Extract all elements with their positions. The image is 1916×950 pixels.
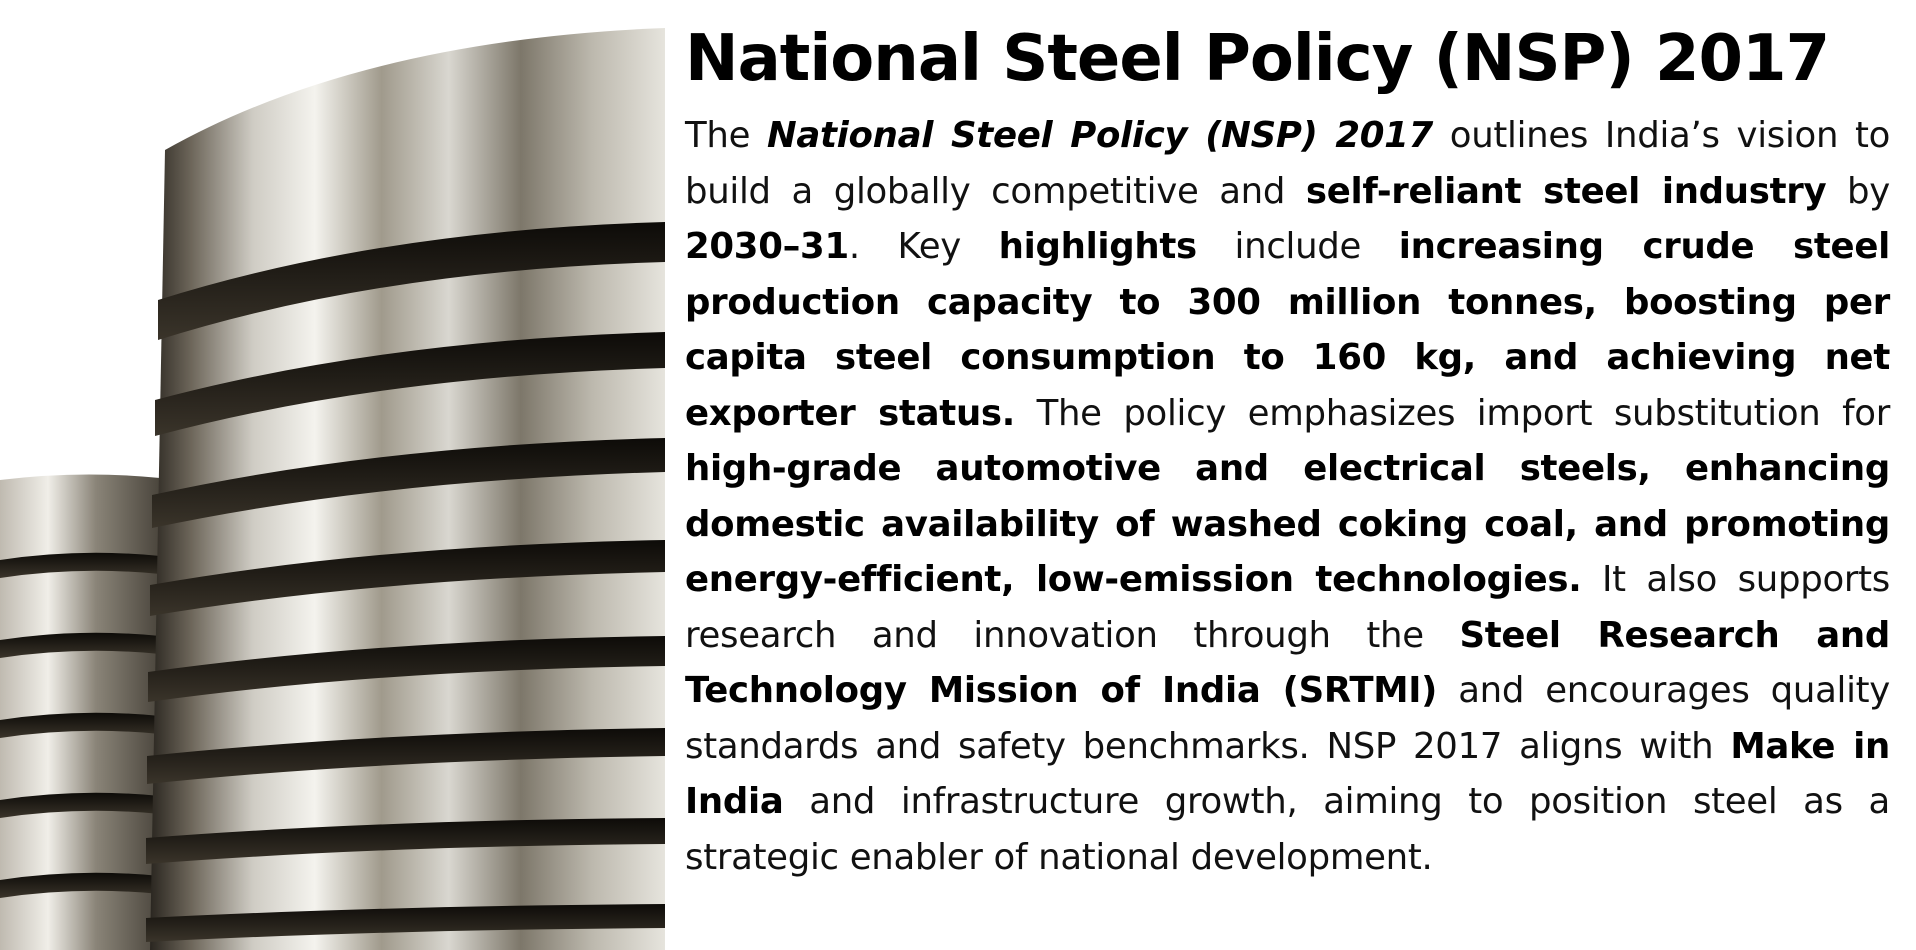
bold-phrase: 2030–31 xyxy=(685,226,849,267)
bold-phrase: self-reliant steel industry xyxy=(1305,170,1827,212)
policy-paragraph xyxy=(685,108,1890,885)
bold-phrase: Steel Research and Technology Mission of India (SRTMI) xyxy=(685,614,1890,711)
bold-phrase: Make in India xyxy=(685,725,1891,822)
text-span: by xyxy=(1826,170,1891,212)
bold-phrase: increasing crude steel production capacity to 300 million tonnes, boosting per capita steel consumption to 160 kg, and achieving net exporter status. xyxy=(685,226,1890,434)
short-tower xyxy=(0,474,160,950)
page-title: National Steel Policy (NSP) 2017 xyxy=(685,22,1830,96)
bold-phrase: high-grade automotive and electrical steels, enhancing domestic availability of washed coking coal, and promoting energy-efficient, low-emission technologies. xyxy=(685,448,1890,600)
text-span: and encourages quality standards and safety benchmarks. NSP 2017 aligns with xyxy=(685,670,1890,767)
policy-name-emphasis: National Steel Policy (NSP) 2017 xyxy=(766,115,1433,156)
tall-tower xyxy=(146,28,665,950)
text-span: The xyxy=(685,115,767,156)
steel-towers-photo xyxy=(0,0,665,950)
text-span: outlines India’s vision to build a globally competitive and xyxy=(685,115,1890,212)
text-span: . Key xyxy=(848,226,999,267)
text-span: and infrastructure growth, aiming to position steel as a strategic enabler of national development. xyxy=(685,781,1890,878)
text-span: include xyxy=(1196,226,1399,267)
bold-phrase: highlights xyxy=(998,226,1197,267)
text-span: It also supports research and innovation through the xyxy=(685,559,1890,656)
steel-towers-illustration xyxy=(0,0,665,950)
text-panel xyxy=(685,18,1890,885)
text-span: The policy emphasizes import substitution for xyxy=(1014,392,1890,434)
